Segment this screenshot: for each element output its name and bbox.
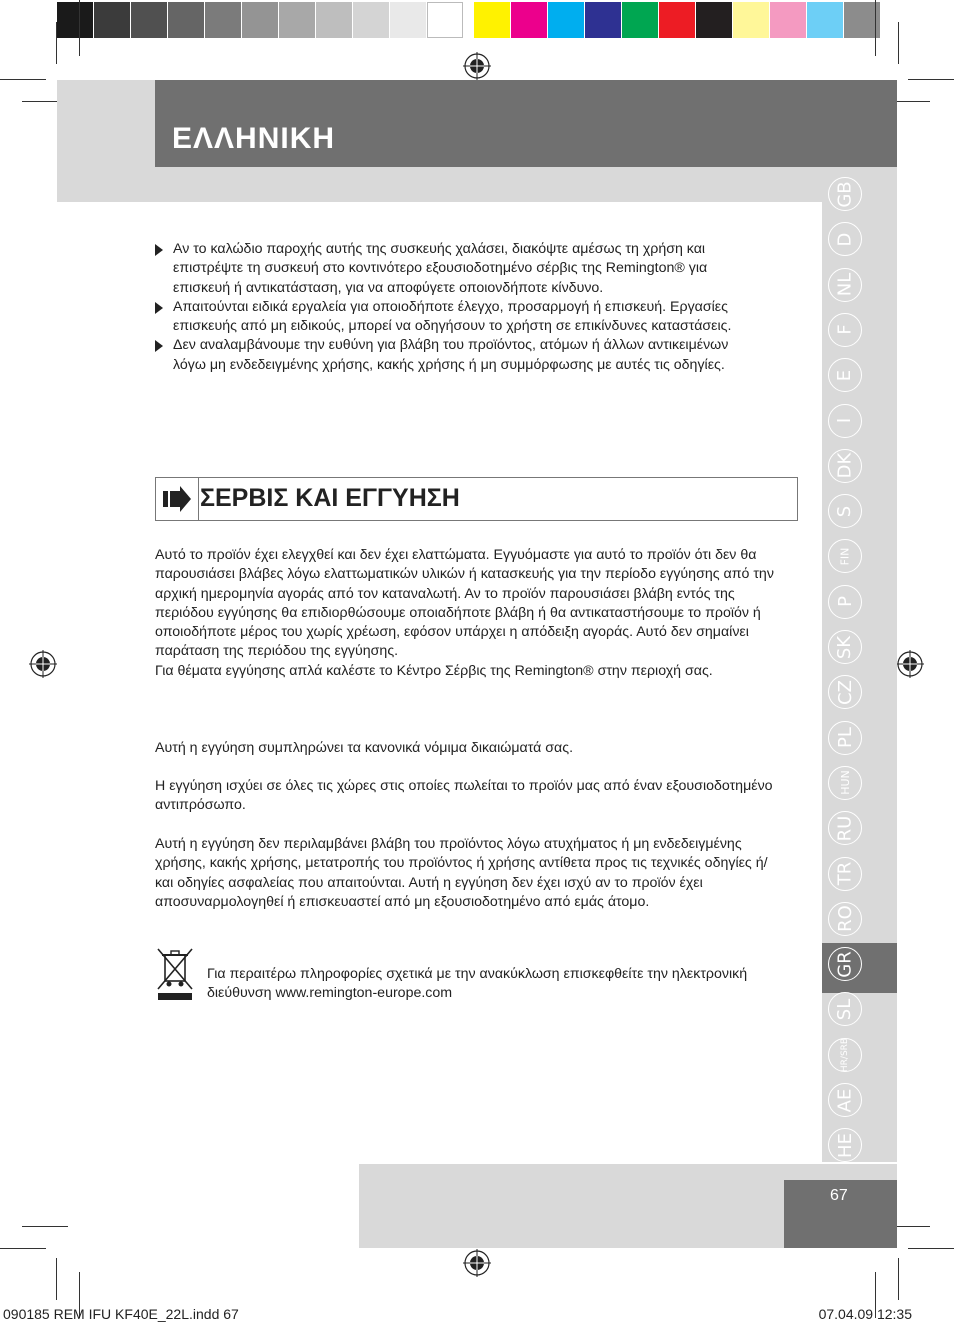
grey-swatch [131, 2, 167, 38]
crossed-bin-icon [154, 943, 196, 1001]
countries-paragraph: Η εγγύηση ισχύει σε όλες τις χώρες στις οποίες πωλείται το προϊόν μας από έναν εξουσιοδοτημένο αντιπρόσωπο. [155, 778, 773, 814]
language-tab-e[interactable] [828, 358, 862, 392]
language-tab-label: PL [834, 727, 856, 749]
grey-swatch [353, 2, 389, 38]
arrow-right-icon [156, 478, 199, 520]
language-tab-label: RU [834, 815, 856, 842]
crop-mark [56, 22, 57, 64]
language-tab-sk[interactable] [828, 630, 862, 664]
language-tab-label: SK [834, 635, 856, 659]
grey-swatch [57, 2, 93, 38]
language-tab-ro[interactable] [828, 902, 862, 936]
grey-swatch [390, 2, 426, 38]
swatch-gap [464, 2, 474, 38]
color-swatch [622, 2, 658, 38]
language-tab-dk[interactable] [828, 449, 862, 483]
color-swatch [807, 2, 843, 38]
warranty-contact-text: Για θέματα εγγύησης απλά καλέστε το Κέντρο Σέρβις της Remington® στην περιοχή σας. [155, 662, 713, 679]
grey-swatch [168, 2, 204, 38]
language-tab-ru[interactable] [828, 811, 862, 845]
color-swatch [474, 2, 510, 38]
language-tab-label: CZ [834, 679, 856, 705]
footer-timestamp: 07.04.09 12:35 [818, 1306, 912, 1322]
language-tab-gr[interactable] [828, 947, 862, 981]
language-tab-hr-srb[interactable] [828, 1038, 862, 1072]
language-tab-label: F [834, 324, 856, 336]
registration-mark-icon [29, 650, 57, 678]
crop-mark [898, 22, 899, 64]
color-calibration-bar [57, 2, 881, 38]
language-tab-i[interactable] [828, 404, 862, 438]
language-tab-tr[interactable] [828, 857, 862, 891]
page-title: ΕΛΛΗΝΙΚΗ [172, 122, 336, 155]
language-tab-label: TR [834, 861, 856, 886]
bullet-item: Αν το καλώδιο παροχής αυτής της συσκευής χαλάσει, διακόψτε αμέσως τη χρήση και επιστρέψτε τη συσκευή στο κοντινότερο εξουσιοδοτημένο σέρβις της Remington® για επισκευή ή αντικατάσταση, για να αποφύγετε οποιονδήποτε κίνδυνο. [155, 240, 755, 298]
crop-mark [908, 79, 954, 80]
language-tab-label: NL [834, 272, 856, 297]
rights-paragraph: Αυτή η εγγύηση συμπληρώνει τα κανονικά νόμιμα δικαιώματά σας. [155, 740, 574, 756]
grey-swatch [205, 2, 241, 38]
language-tab-label: GB [834, 180, 856, 208]
language-tab-hun[interactable] [828, 766, 862, 800]
color-swatch [696, 2, 732, 38]
language-tab-label: HE [834, 1132, 856, 1158]
color-swatch [659, 2, 695, 38]
registration-mark-icon [896, 650, 924, 678]
crop-mark [79, 0, 80, 56]
footer-file-info: 090185 REM IFU KF40E_22L.indd 67 [3, 1306, 239, 1322]
page-number: 67 [830, 1187, 848, 1204]
color-swatch [548, 2, 584, 38]
color-swatch [733, 2, 769, 38]
bullet-item: Δεν αναλαμβάνουμε την ευθύνη για βλάβη του προϊόντος, ατόμων ή άλλων αντικειμένων λόγω μη ενδεδειγμένης χρήσης, κακής χρήσης ή μη συμμόρφωσης με αυτές τις οδηγίες. [155, 336, 755, 375]
language-tab-ae[interactable] [828, 1083, 862, 1117]
language-tab-label: D [834, 232, 856, 247]
language-tab-label: GR [834, 950, 856, 978]
exclusions-paragraph: Αυτή η εγγύηση δεν περιλαμβάνει βλάβη του προϊόντος λόγω ατυχήματος ή μη ενδεδειγμένης χρήσης, κακής χρήσης, μετατροπής του προϊόντος ή χρήσης αντίθετα προς τις τεχνικές οδηγίες ή/και οδηγίες ασφαλείας που απαιτούνται. Αυτή η εγγύηση δεν έχει ισχύ αν το προϊόν έχει αποσυναρμολογηθεί ή επισκευαστεί από μη εξουσιοδοτημένο από εμάς άτομο. [155, 836, 768, 910]
crop-mark [898, 1258, 899, 1300]
color-swatch [770, 2, 806, 38]
crop-mark [908, 1248, 954, 1249]
language-tab-label: E [834, 369, 856, 381]
warranty-text: Αυτό το προϊόν έχει ελεγχθεί και δεν έχει ελαττώματα. Εγγυόμαστε για αυτό το προϊόν ότι δεν θα παρουσιάσει βλάβες λόγω ελαττωματικών υλικών ή κατασκευής για την περίοδο εγγύησης από την αρχική ημερομηνία αγοράς από τον καταναλωτή. Αν το προϊόν παρουσιάσει βλάβη εντός της περιόδου εγγύησης θα επιδιορθώσουμε οποιαδήποτε βλάβη ή θα αντικαταστήσουμε το προϊόν ή οποιοδήποτε μέρος του χωρίς χρέωση, εφόσον υπάρχει η απόδειξη αγοράς. Αυτό δεν σημαίνει παράταση της περιόδου της εγγύησης. [155, 547, 774, 660]
registration-mark-icon [463, 1249, 491, 1277]
warranty-paragraph [155, 546, 780, 681]
language-tab-label: I [834, 417, 856, 424]
language-tab-label: RO [834, 905, 856, 933]
recycling-info: Για περαιτέρω πληροφορίες σχετικά με την ανακύκλωση επισκεφθείτε την ηλεκτρονική διεύθυνση www.remington-europe.com [207, 966, 748, 1002]
color-swatch [585, 2, 621, 38]
bullet-item: Απαιτούνται ειδικά εργαλεία για οποιοδήποτε έλεγχο, προσαρμογή ή επισκευή. Εργασίες επισκευής από μη ειδικούς, μπορεί να οδηγήσουν το χρήστη σε επικίνδυνες καταστάσεις. [155, 298, 755, 337]
language-tab-nl[interactable] [828, 268, 862, 302]
language-tab-label: SL [834, 998, 856, 1021]
grey-swatch [94, 2, 130, 38]
language-tab-label: DK [834, 452, 856, 479]
crop-mark [0, 79, 46, 80]
language-tab-pl[interactable] [828, 721, 862, 755]
section-heading-box [155, 477, 798, 521]
language-tab-f[interactable] [828, 313, 862, 347]
language-tab-label: P [834, 596, 856, 608]
language-tab-label: S [834, 505, 856, 517]
crop-mark [22, 1226, 68, 1227]
language-tab-p[interactable] [828, 585, 862, 619]
grey-swatch [427, 2, 463, 38]
color-swatch [511, 2, 547, 38]
grey-swatch [316, 2, 352, 38]
language-tab-s[interactable] [828, 494, 862, 528]
language-tab-gb[interactable] [828, 177, 862, 211]
registration-mark-icon [463, 52, 491, 80]
crop-mark [56, 1258, 57, 1300]
language-tab-label: FIN [838, 547, 852, 566]
language-tab-label: AE [834, 1088, 856, 1112]
language-tab-label: HR/SRB [840, 1037, 851, 1072]
grey-swatch [279, 2, 315, 38]
crop-mark [875, 0, 876, 56]
safety-bullet-list [155, 240, 755, 375]
section-title: ΣΕΡΒΙΣ ΚΑΙ ΕΓΓΥΗΣΗ [200, 484, 460, 512]
grey-swatch [242, 2, 278, 38]
crop-mark [0, 1248, 46, 1249]
language-tab-label: HUN [838, 770, 852, 796]
